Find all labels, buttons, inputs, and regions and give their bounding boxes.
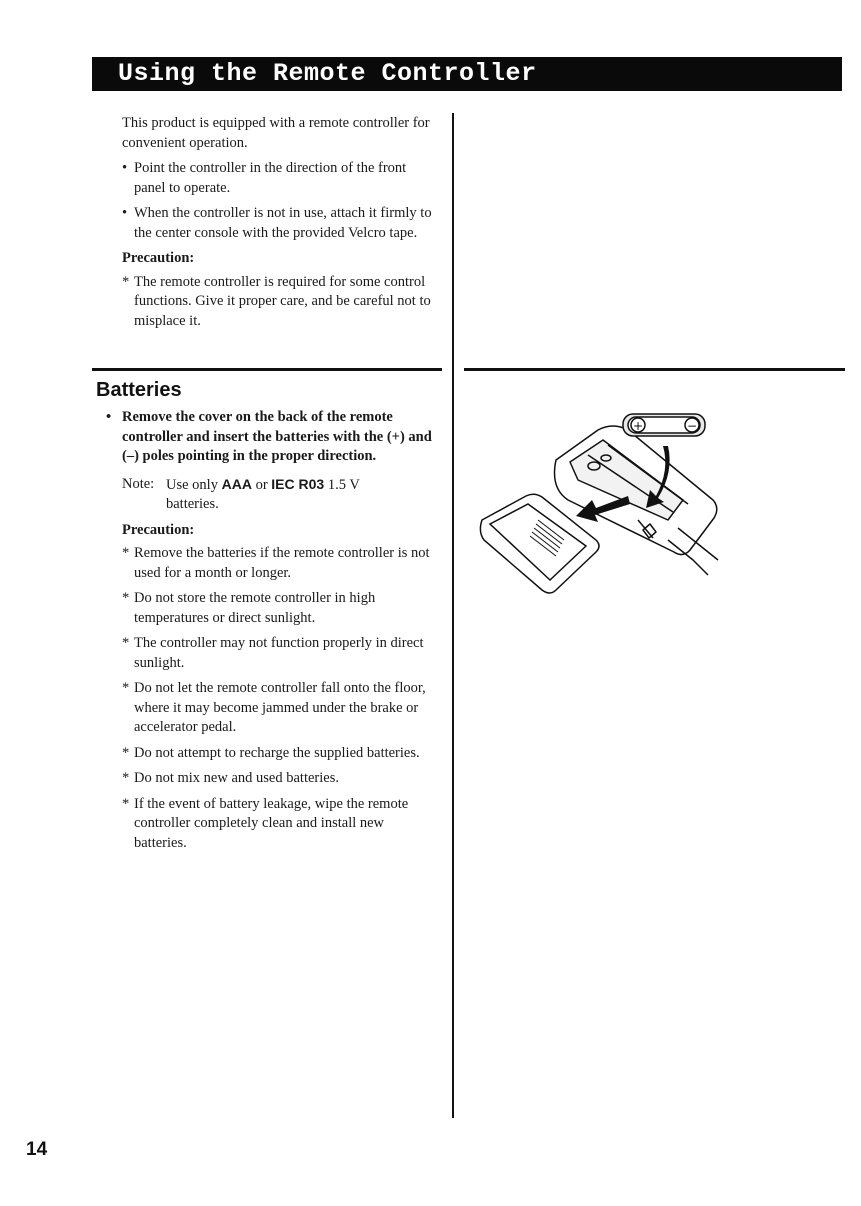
asterisk-mark: * [122,770,130,786]
batteries-precaution-4 [122,679,440,738]
batteries-note [122,475,440,515]
page-number: 14 [26,1139,48,1160]
batteries-precaution-text: Do not mix new and used batteries. [134,770,339,786]
section-rule-left [92,368,442,371]
bullet-mark: • [122,160,128,176]
page-title: Using the Remote Controller [92,57,842,91]
intro-bullet-2 [122,204,440,243]
batteries-precaution-1 [122,544,440,583]
battery-cover-icon [480,494,599,593]
batteries-precaution-text: Do not let the remote controller fall onto the floor, where it may become jammed under the brake or accelerator pedal. [134,680,426,735]
batteries-precaution-text: Do not store the remote controller in high temperatures or direct sunlight. [134,590,376,626]
intro-precaution-1 [122,273,440,332]
intro-bullet-1 [122,159,440,198]
note-iec: IEC R03 [271,475,325,492]
intro-bullet-text: When the controller is not in use, attach it firmly to the center console with the provided Velcro tape. [134,205,432,241]
batteries-precaution-text: If the event of battery leakage, wipe the remote controller completely clean and install new batteries. [134,795,409,851]
batteries-precaution-text: The controller may not function properly in direct sunlight. [134,635,424,671]
batteries-main-text: Remove the cover on the back of the remote controller and insert the batteries with the (+) and (–) poles pointing in the proper direction. [122,409,432,464]
bullet-mark: • [106,409,112,425]
asterisk-mark: * [122,795,130,812]
batteries-precaution-text: Remove the batteries if the remote controller is not used for a month or longer. [134,545,430,581]
asterisk-mark: * [122,590,130,606]
batteries-precaution-6 [122,769,440,789]
plus-symbol: + [632,419,644,433]
batteries-main-instruction [96,408,440,467]
intro-precaution-label: Precaution: [122,250,195,266]
batteries-section [106,408,440,859]
batteries-heading: Batteries [96,379,182,401]
intro-precaution-text: The remote controller is required for some control functions. Give it proper care, and be careful not to misplace it. [134,273,431,329]
asterisk-mark: * [122,635,130,651]
batteries-precaution-2 [122,589,440,628]
minus-symbol: − [686,419,698,433]
bullet-mark: • [122,205,128,221]
intro-section [122,114,440,337]
section-rule-right [464,368,845,371]
battery-insertion-illustration [478,400,738,600]
asterisk-mark: * [122,273,130,290]
column-divider [452,113,454,1118]
note-prefix: Use only [166,476,218,493]
battery-icon [623,414,705,436]
note-aaa: AAA [221,475,252,492]
asterisk-mark: * [122,545,130,561]
note-voltage: 1.5 V [327,476,360,493]
asterisk-mark: * [122,680,130,696]
batteries-precaution-text: Do not attempt to recharge the supplied batteries. [134,744,420,761]
intro-paragraph: This product is equipped with a remote controller for convenient operation. [122,115,430,151]
batteries-precaution-7 [122,795,440,854]
note-label: Note: [122,475,155,492]
asterisk-mark: * [122,744,130,761]
intro-bullet-text: Point the controller in the direction of the front panel to operate. [134,160,407,196]
note-or: or [255,476,268,493]
batteries-precaution-label: Precaution: [122,521,195,538]
note-suffix: batteries. [166,496,219,512]
batteries-precaution-3 [122,634,440,673]
batteries-precaution-5 [122,744,440,764]
